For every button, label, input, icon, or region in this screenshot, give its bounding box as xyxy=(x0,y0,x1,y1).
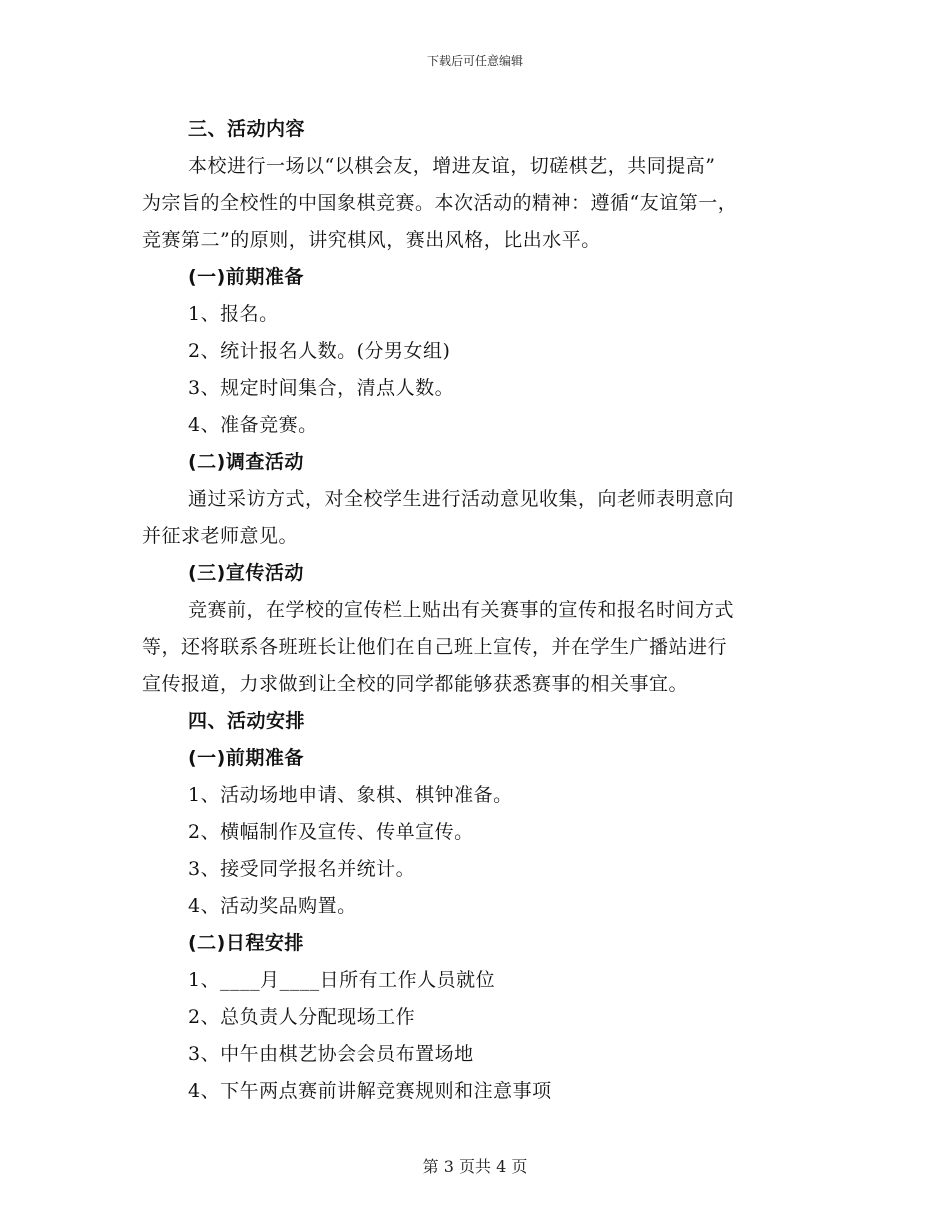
section-heading: (二)调查活动 xyxy=(188,451,304,473)
paragraph-line: 3、规定时间集合，清点人数。 xyxy=(188,377,455,399)
document-body xyxy=(142,111,810,1110)
paragraph-line: 竞赛第二”的原则，讲究棋风，赛出风格，比出水平。 xyxy=(142,229,601,251)
paragraph-line: 1、____月____日所有工作人员就位 xyxy=(188,969,496,991)
section-heading: (三)宣传活动 xyxy=(188,562,304,584)
paragraph-line: 3、中午由棋艺协会会员布置场地 xyxy=(188,1043,474,1065)
paragraph-line: 2、总负责人分配现场工作 xyxy=(188,1006,416,1028)
paragraph-line: 竞赛前，在学校的宣传栏上贴出有关赛事的宣传和报名时间方式 xyxy=(188,599,735,621)
paragraph-line: 通过采访方式，对全校学生进行活动意见收集，向老师表明意向 xyxy=(188,488,735,510)
paragraph-line: 4、准备竞赛。 xyxy=(188,414,318,436)
paragraph-line: 4、下午两点赛前讲解竞赛规则和注意事项 xyxy=(188,1080,552,1102)
paragraph-line: 宣传报道，力求做到让全校的同学都能够获悉赛事的相关事宜。 xyxy=(142,673,689,695)
section-heading: 三、活动内容 xyxy=(188,118,306,140)
section-heading: (一)前期准备 xyxy=(188,266,304,288)
paragraph-line: 等，还将联系各班班长让他们在自己班上宣传，并在学生广播站进行 xyxy=(142,636,728,658)
paragraph-line: 3、接受同学报名并统计。 xyxy=(188,858,416,880)
paragraph-line: 2、统计报名人数。(分男女组) xyxy=(188,340,451,362)
paragraph-line: 1、活动场地申请、象棋、棋钟准备。 xyxy=(188,784,513,806)
paragraph-line: 本校进行一场以“以棋会友，增进友谊，切磋棋艺，共同提高” xyxy=(188,155,716,177)
section-heading: 四、活动安排 xyxy=(188,710,306,732)
paragraph-line: 4、活动奖品购置。 xyxy=(188,895,357,917)
page-header: 下载后可任意编辑 xyxy=(426,54,523,68)
page-footer: 第 3 页共 4 页 xyxy=(422,1157,528,1176)
paragraph-line: 1、报名。 xyxy=(188,303,279,325)
paragraph-line: 2、横幅制作及宣传、传单宣传。 xyxy=(188,821,474,843)
section-heading: (一)前期准备 xyxy=(188,747,304,769)
paragraph-line: 为宗旨的全校性的中国象棋竞赛。本次活动的精神：遵循“友谊第一， xyxy=(142,192,738,214)
section-heading: (二)日程安排 xyxy=(188,932,304,954)
paragraph-line: 并征求老师意见。 xyxy=(142,525,299,547)
